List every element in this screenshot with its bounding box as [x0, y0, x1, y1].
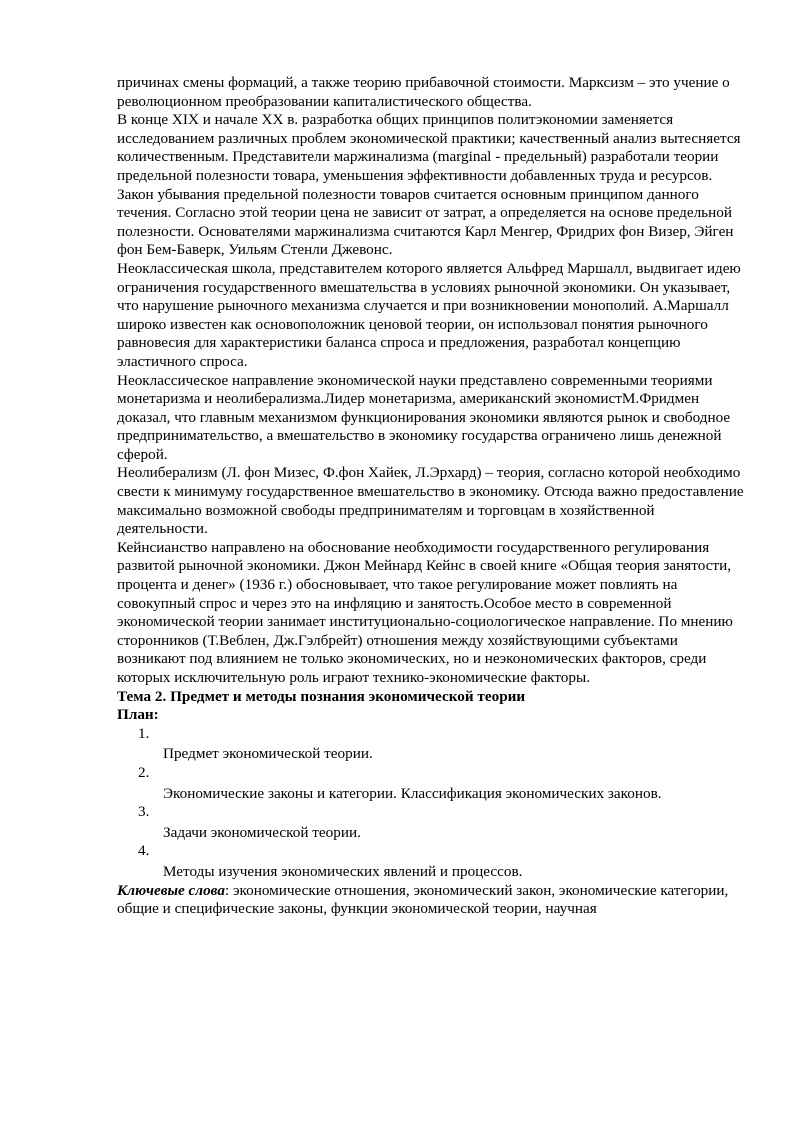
plan-item-text: Методы изучения экономических явлений и процессов.	[163, 862, 523, 880]
plan-item-text: Предмет экономической теории.	[163, 745, 373, 763]
plan-item-text: Экономические законы и категории. Классификация экономических законов.	[163, 784, 662, 802]
plan-item-number: 1.	[138, 724, 150, 742]
paragraph-keynesianism: Кейнсианство направлено на обоснование необходимости государственного регулирования развитой рыночной экономики. Джон Мейнард Кейнс в своей книге «Общая теория занятости, процента и денег» (1936 г.) обосновывает, что такое регулирование может повлиять на совокупный спрос и через это на инфляцию и занятость.Особое место в современной экономической теории занимает институционально-социологическое направление. По мнению сторонников (Т.Веблен, Дж.Гэлбрейт) отношения между хозяйствующими субъектами возникают под влиянием не только экономических, но и неэкономических факторов, среди которых исключительную роль играют технико-экономические факторы.	[117, 538, 733, 686]
keywords-text: : экономические отношения, экономический закон, экономические категории, общие и специфические законы, функции экономической теории, научная	[117, 881, 729, 918]
paragraph-monetarism: Неоклассическое направление экономической науки представлено современными теориями монетаризма и неолиберализма.Лидер монетаризма, американский экономистМ.Фридмен доказал, что главным механизмом функционирования экономики являются рынок и свободное предпринимательство, а вмешательство в экономику государства ограничено лишь денежной сферой.	[117, 371, 731, 463]
document-page	[117, 74, 747, 919]
plan-item	[117, 842, 747, 881]
plan-item	[117, 764, 747, 803]
plan-list	[117, 725, 747, 882]
keywords-paragraph	[117, 882, 747, 919]
paragraph-neoclassical-school: Неоклассическая школа, представителем которого является Альфред Маршалл, выдвигает идею ограничения государственного вмешательства в условиях рыночной экономики. Он указывает, что нарушение рыночного механизма случается и при возникновении монополий. А.Маршалл широко известен как основоположник ценовой теории, он использовал понятия рыночного равновесия для характеристики баланса спроса и предложения, разработал концепцию эластичного спроса.	[117, 259, 741, 370]
plan-item	[117, 725, 747, 764]
keywords-label: Ключевые слова	[117, 881, 225, 899]
plan-item-number: 2.	[138, 763, 150, 781]
plan-item-text: Задачи экономической теории.	[163, 823, 361, 841]
paragraph-marxism: причинах смены формаций, а также теорию прибавочной стоимости. Марксизм – это учение о революционном преобразовании капиталистического общества.	[117, 74, 730, 110]
paragraph-neoliberalism: Неолиберализм (Л. фон Мизес, Ф.фон Хайек, Л.Эрхард) – теория, согласно которой необходимо свести к минимуму государственное вмешательство в экономику. Отсюда важно предоставление максимально возможной свободы предпринимателям и торговцам в хозяйственной деятельности.	[117, 464, 744, 538]
plan-item-number: 4.	[138, 842, 150, 860]
plan-item	[117, 803, 747, 842]
paragraph-marginalism: В конце XIX и начале XX в. разработка общих принципов политэкономии заменяется исследованием различных проблем экономической практики; качественный анализ вытесняется количественным. Представители маржинализма (marginal - предельный) разработали теории предельной полезности товара, уменьшения эффективности добавленных труда и ресурсов. Закон убывания предельной полезности товаров считается основным принципом данного течения. Согласно этой теории цена не зависит от затрат, а определяется на основе предельной полезности. Основателями маржинализма считаются Карл Менгер, Фридрих фон Визер, Эйген фон Бем-Баверк, Уильям Стенли Джевонс.	[117, 111, 741, 259]
plan-item-number: 3.	[138, 803, 150, 821]
plan-title: План:	[117, 706, 159, 724]
section-heading: Тема 2. Предмет и методы познания экономической теории	[117, 687, 526, 705]
